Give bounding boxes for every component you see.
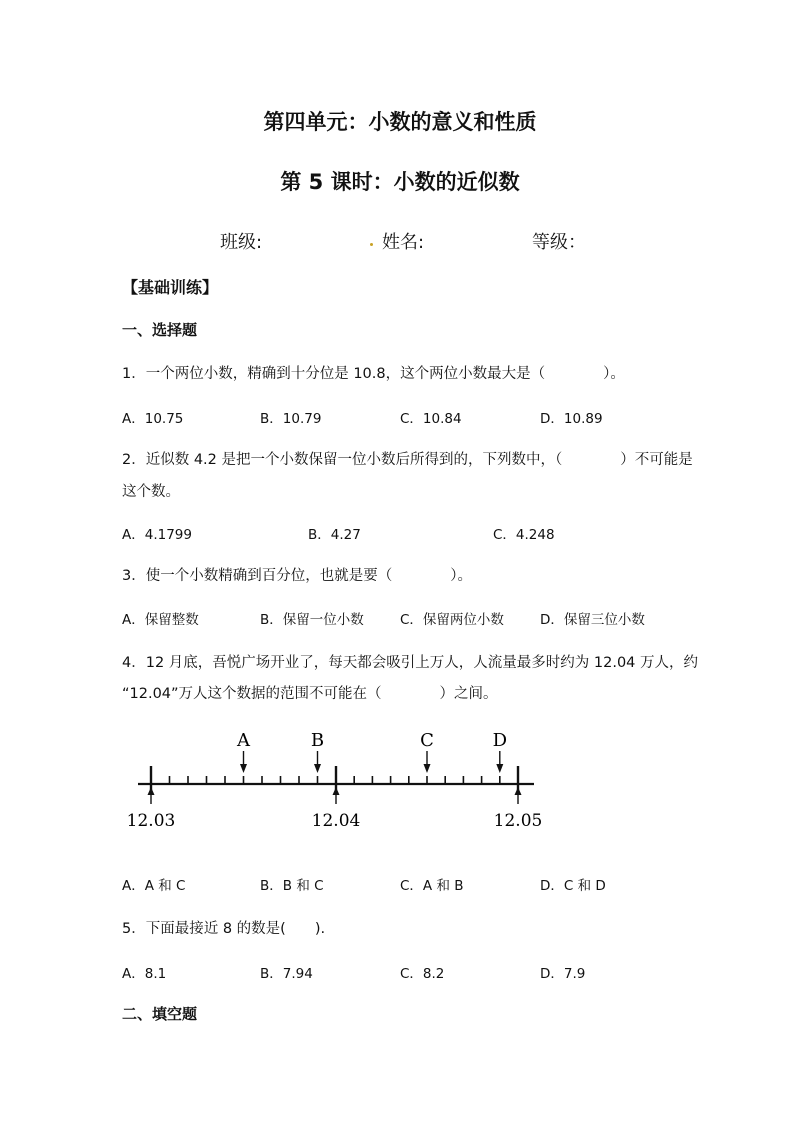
section-basic-training: 【基础训练】 — [122, 278, 219, 297]
question-2-line2: 这个数。 — [122, 484, 180, 500]
q2-option-b: B．4.27 — [308, 527, 361, 543]
q2-option-a: A．4.1799 — [122, 527, 192, 543]
q5-option-d: D．7.9 — [540, 966, 586, 982]
q1-option-a: A．10.75 — [122, 411, 184, 427]
number-line-markers — [236, 730, 507, 773]
q4-option-b: B．B 和 C — [260, 878, 324, 894]
tick-label-arrow-head — [515, 787, 522, 795]
section-fill-heading: 二、填空题 — [122, 1005, 198, 1023]
point-label-c: C — [420, 730, 434, 751]
point-label-a: A — [237, 730, 250, 751]
point-arrow-head — [240, 764, 247, 773]
point-arrow-head — [424, 764, 431, 773]
q4-option-a: A．A 和 C — [122, 878, 186, 894]
decorative-dot — [370, 243, 373, 246]
question-2-line1: 2．近似数 4.2 是把一个小数保留一位小数后所得到的，下列数中，（ ）不可能是 — [122, 452, 693, 468]
question-5-text: 5．下面最接近 8 的数是( ). — [122, 921, 326, 937]
q3-option-c: C．保留两位小数 — [400, 612, 504, 628]
point-arrow-head — [314, 764, 321, 773]
q5-option-b: B．7.94 — [260, 966, 313, 982]
question-4-line2: “12.04”万人这个数据的范围不可能在（ ）之间。 — [122, 686, 498, 702]
tick-label-arrow-head — [333, 787, 340, 795]
q3-option-d: D．保留三位小数 — [540, 612, 645, 628]
q1-option-c: C．10.84 — [400, 411, 462, 427]
tick-label-12-03: 12.03 — [126, 811, 176, 831]
question-1-text: 1．一个两位小数，精确到十分位是 10.8，这个两位小数最大是（ ）。 — [122, 366, 625, 382]
grade-label: 等级： — [532, 232, 586, 253]
q5-option-a: A．8.1 — [122, 966, 167, 982]
point-label-d: D — [492, 730, 508, 751]
q2-option-c: C．4.248 — [493, 527, 555, 543]
q4-option-c: C．A 和 B — [400, 878, 464, 894]
q3-option-b: B．保留一位小数 — [260, 612, 364, 628]
question-4-line1: 4．12 月底，吾悦广场开业了，每天都会吸引上万人，人流量最多时约为 12.04 万人，约 — [122, 655, 699, 671]
number-line-figure — [120, 722, 550, 834]
q1-option-b: B．10.79 — [260, 411, 322, 427]
q1-option-d: D．10.89 — [540, 411, 603, 427]
tick-label-arrow-head — [148, 787, 155, 795]
q4-option-d: D．C 和 D — [540, 878, 606, 894]
tick-label-12-04: 12.04 — [311, 811, 361, 831]
question-3-text: 3．使一个小数精确到百分位，也就是要（ ）。 — [122, 568, 472, 584]
point-label-b: B — [310, 730, 325, 751]
section-choice-heading: 一、选择题 — [122, 321, 198, 339]
class-label: 班级: — [220, 232, 263, 253]
tick-label-12-05: 12.05 — [493, 811, 543, 831]
q3-option-a: A．保留整数 — [122, 612, 199, 628]
lesson-title: 第 5 课时：小数的近似数 — [280, 170, 520, 194]
unit-title: 第四单元：小数的意义和性质 — [263, 110, 537, 134]
point-arrow-head — [496, 764, 503, 773]
name-label: 姓名: — [382, 232, 425, 253]
q5-option-c: C．8.2 — [400, 966, 445, 982]
